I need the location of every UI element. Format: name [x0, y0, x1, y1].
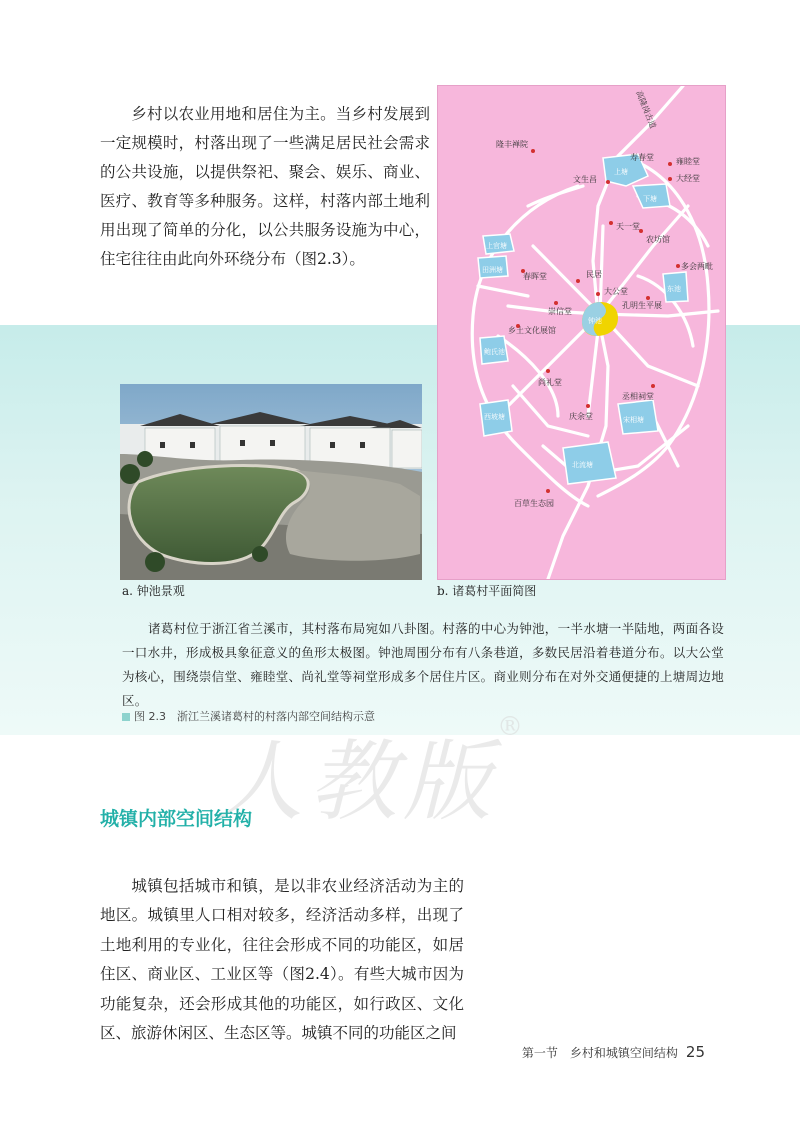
map-label-tianyi: 天一堂	[616, 222, 640, 231]
map-lake-shangguan: 上官塘	[486, 242, 507, 250]
figure-marker-icon	[122, 713, 130, 721]
town-paragraph: 城镇包括城市和镇，是以非农业经济活动为主的地区。城镇里人口相对较多，经济活动多样，出现了土地利用的专业化，往往会形成不同的功能区，如居住区、商业区、工业区等（图2.4）。有些大城市因为功能复杂，还会形成其他的功能区，如行政区、文化区、旅游休闲区、生态区等。城镇不同的功能区之间	[100, 876, 464, 1042]
caption-map: b. 诸葛村平面简图	[437, 584, 537, 598]
figure-caption: 图 2.3 浙江兰溪诸葛村的村落内部空间结构示意	[122, 708, 375, 724]
map-label-baicao: 百草生态园	[514, 499, 554, 508]
map-lake-shangtang: 上塘	[614, 168, 628, 176]
map-lake-beixing: 鲍氏池	[484, 348, 505, 356]
map-lake-xiatang: 下塘	[643, 195, 657, 203]
section-title: 城镇内部空间结构	[100, 808, 253, 830]
zhongchi-photo-svg	[120, 384, 422, 580]
map-label-qingyu: 庆余堂	[569, 412, 593, 421]
map-label-kongming: 孔明生平展	[622, 301, 662, 310]
map-label-shouchun: 寿春堂	[630, 153, 654, 162]
map-label-nongfang: 农坊馆	[646, 235, 670, 244]
caption-photo: a. 钟池景观	[122, 584, 185, 598]
intro-paragraph: 乡村以农业用地和居住为主。当乡村发展到一定规模时，村落出现了一些满足居民社会需求的公共设施，以提供祭祀、聚会、娱乐、商业、医疗、教育等多种服务。这样，村落内部土地利用出现了简单的分化，以公共服务设施为中心，住宅往往由此向外环绕分布（图2.3）。	[100, 104, 430, 268]
footer-section: 第一节 乡村和城镇空间结构	[521, 1046, 678, 1060]
map-label-xiangtu: 乡土文化展馆	[508, 326, 556, 335]
map-label-yongmu: 雍睦堂	[676, 157, 700, 166]
map-label-duohui: 多会两毗	[681, 262, 713, 271]
map-road-label: 高隆岗古道	[634, 89, 658, 130]
map-label-minju: 民居	[586, 270, 602, 279]
map-label-longfeng: 隆丰禅院	[496, 140, 528, 149]
map-label-wensheng: 文生昌	[573, 175, 597, 184]
page-footer	[522, 1043, 705, 1061]
map-lake-zhongchi: 钟池	[588, 317, 602, 325]
map-lake-tianzhou: 田洲塘	[482, 266, 503, 274]
map-lake-dongchi: 东池	[667, 285, 681, 293]
map-label-dagong: 大公堂	[604, 287, 628, 296]
zhongchi-photo	[120, 384, 422, 580]
page-number: 25	[685, 1043, 705, 1061]
map-label-chunhui: 春晖堂	[523, 272, 547, 281]
map-label-shangli: 尚礼堂	[538, 378, 562, 387]
figure-description: 诸葛村位于浙江省兰溪市，其村落布局宛如八卦图。村落的中心为钟池，一半水塘一半陆地，两面各设一口水井，形成极具象征意义的鱼形太极图。钟池周围分布有八条巷道，多数民居沿着巷道分布。以大公堂为核心，围绕崇信堂、雍睦堂、尚礼堂等祠堂形成多个居住片区。商业则分布在对外交通便捷的上塘周边地区。	[122, 620, 725, 708]
map-lake-zhongtang: 宋相塘	[623, 416, 644, 424]
map-lake-nanchi: 北流塘	[572, 461, 593, 469]
publisher-watermark: 人教版®	[215, 712, 524, 833]
village-plan-svg	[438, 86, 725, 579]
map-lake-xipo: 西坡塘	[484, 413, 505, 421]
map-label-chengxiang: 丞相祠堂	[622, 392, 654, 401]
map-label-dajing: 大经堂	[676, 174, 700, 183]
village-plan-map	[437, 85, 726, 580]
map-label-chongxin: 崇信堂	[548, 307, 572, 316]
